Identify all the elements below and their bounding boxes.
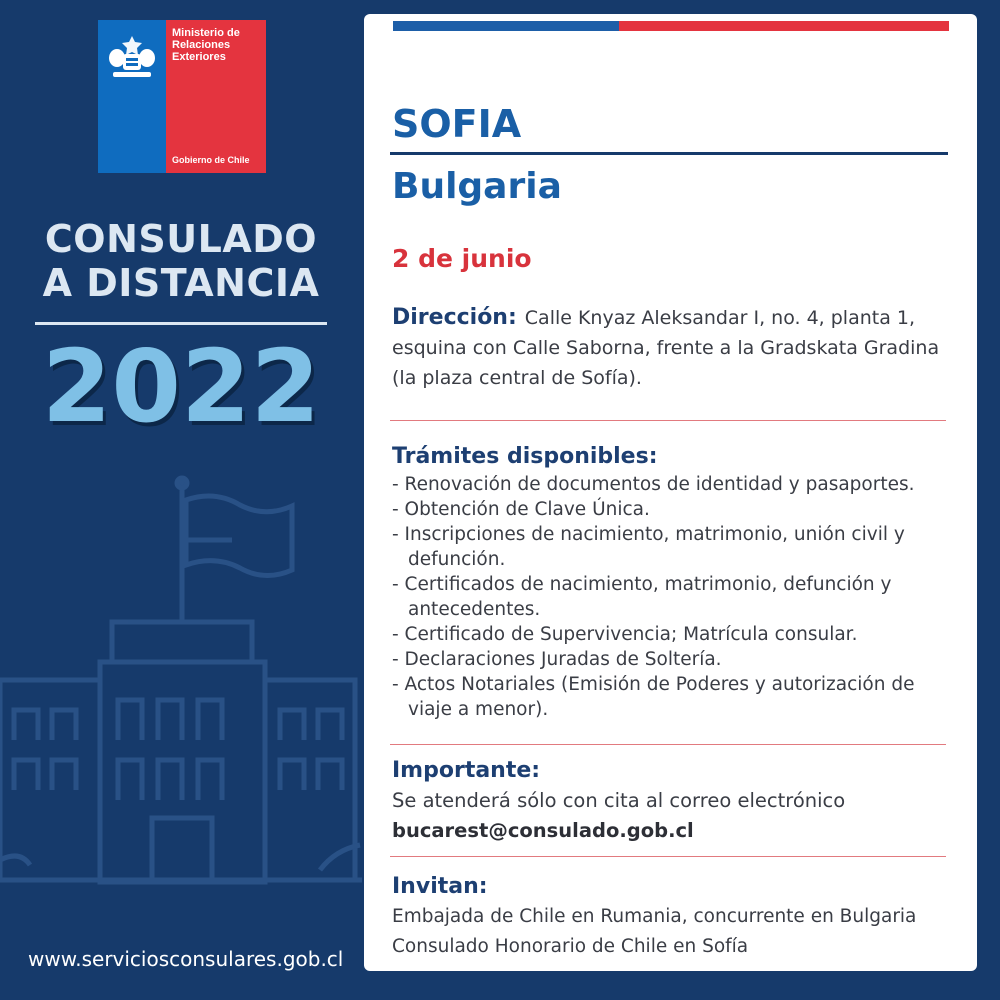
logo-red-field [166,20,266,173]
flag-stripe-blue [393,21,619,31]
ministry-logo [98,20,266,173]
chile-coat-of-arms-icon [105,32,159,80]
logo-blue-field [98,20,166,173]
ministry-name: Ministerio de Relaciones Exteriores [172,27,240,63]
title-divider [35,322,327,325]
visit-date: 2 de junio [392,244,532,273]
website-link[interactable]: www.serviciosconsulares.gob.cl [28,947,344,971]
address-label: Dirección: [392,305,517,330]
flag-stripe [393,21,949,31]
section-divider [390,744,946,745]
invitan-line: Consulado Honorario de Chile en Sofía [392,936,749,957]
campaign-year: 2022 [41,328,321,445]
address-section [392,303,952,393]
importante-label: Importante: [392,758,541,783]
invitan-line: Embajada de Chile en Rumania, concurrente en Bulgaria [392,906,917,927]
list-item: - Obtención de Clave Única. [392,499,650,520]
list-item: - Renovación de documentos de identidad y pasaportes. [392,474,915,495]
tramites-list [392,472,952,722]
city-divider [390,152,948,155]
flag-stripe-red [619,21,949,31]
importante-section [392,756,952,846]
government-label: Gobierno de Chile [172,155,250,165]
list-item: - Inscripciones de nacimiento, matrimonio, unión civil y defunción. [392,524,905,570]
info-card [364,14,977,971]
list-item: - Certificados de nacimiento, matrimonio, defunción y antecedentes. [392,574,892,620]
invitan-label: Invitan: [392,874,488,899]
tramites-label: Trámites disponibles: [392,444,658,469]
invitan-section [392,872,952,962]
section-divider [390,856,946,857]
address-text: Calle Knyaz Aleksandar I, no. 4, planta 1, esquina con Calle Saborna, frente a la Gradskata Gradina (la plaza central de Sofía). [392,307,940,389]
country-name: Bulgaria [392,166,562,207]
list-item: - Declaraciones Juradas de Soltería. [392,649,722,670]
list-item: - Actos Notariales (Emisión de Poderes y autorización de viaje a menor). [392,674,915,720]
section-divider [390,420,946,421]
importante-text: Se atenderá sólo con cita al correo electrónico [392,789,846,812]
contact-email[interactable]: bucarest@consulado.gob.cl [392,819,694,842]
city-name: SOFIA [392,102,522,146]
campaign-title-line2: A DISTANCIA [42,261,320,305]
tramites-section [392,442,952,722]
campaign-title-line1: CONSULADO [44,217,318,261]
list-item: - Certificado de Supervivencia; Matrícula consular. [392,624,858,645]
